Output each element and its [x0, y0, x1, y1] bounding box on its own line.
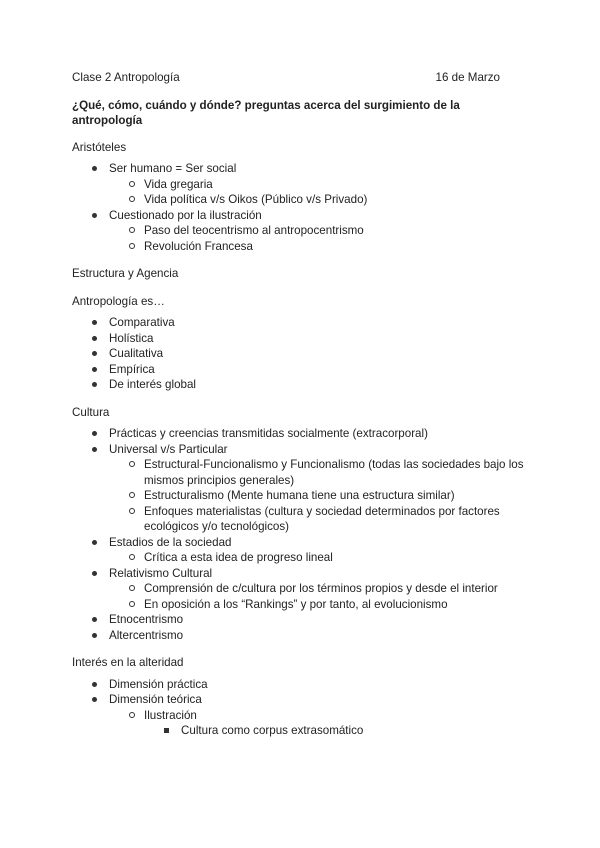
list-item: Empírica	[72, 362, 532, 378]
bullet-list	[72, 677, 532, 739]
list-item: Revolución Francesa	[72, 239, 532, 255]
list-item: Cuestionado por la ilustración	[72, 208, 532, 224]
section-heading: Aristóteles	[72, 140, 127, 154]
list-item: Estructuralismo (Mente humana tiene una estructura similar)	[72, 488, 532, 504]
list-item: Estadios de la sociedad	[72, 535, 532, 551]
list-item: Ser humano = Ser social	[72, 161, 532, 177]
class-label: Clase 2 Antropología	[72, 71, 180, 84]
bullet-list	[72, 426, 532, 643]
list-item: Enfoques materialistas (cultura y sociedad determinados por factores ecológicos y/o tecnológicos)	[72, 504, 532, 535]
date-label: 16 de Marzo	[435, 71, 500, 84]
section-heading: Interés en la alteridad	[72, 656, 184, 669]
section-heading: Cultura	[72, 405, 110, 419]
list-item: Crítica a esta idea de progreso lineal	[72, 550, 532, 566]
list-item: Comparativa	[72, 315, 532, 331]
list-item: Estructural-Funcionalismo y Funcionalismo (todas las sociedades bajo los mismos principios generales)	[72, 457, 532, 488]
bullet-list	[72, 315, 532, 393]
list-item: Relativismo Cultural	[72, 566, 532, 582]
list-item: Etnocentrismo	[72, 612, 532, 628]
list-item: Universal v/s Particular	[72, 442, 532, 458]
list-item: Vida política v/s Oikos (Público v/s Privado)	[72, 192, 532, 208]
bullet-list	[72, 161, 532, 254]
list-item: Prácticas y creencias transmitidas socialmente (extracorporal)	[72, 426, 532, 442]
list-item: De interés global	[72, 377, 532, 393]
list-item: Cultura como corpus extrasomático	[72, 723, 532, 739]
document-title: ¿Qué, cómo, cuándo y dónde? preguntas acerca del surgimiento de la antropología	[72, 98, 460, 127]
list-item: Cualitativa	[72, 346, 532, 362]
list-item: Dimensión práctica	[72, 677, 532, 693]
list-item: Paso del teocentrismo al antropocentrismo	[72, 223, 532, 239]
list-item: Ilustración	[72, 708, 532, 724]
list-item: Altercentrismo	[72, 628, 532, 644]
list-item: Comprensión de c/cultura por los términos propios y desde el interior	[72, 581, 532, 597]
document-body	[72, 140, 532, 739]
list-item: Dimensión teórica	[72, 692, 532, 708]
document-header	[72, 70, 500, 86]
section-heading: Antropología es…	[72, 294, 165, 308]
list-item: Vida gregaria	[72, 177, 532, 193]
section-heading: Estructura y Agencia	[72, 267, 179, 280]
list-item: En oposición a los “Rankings” y por tanto, al evolucionismo	[72, 597, 532, 613]
list-item: Holística	[72, 331, 532, 347]
document-page	[72, 70, 532, 739]
